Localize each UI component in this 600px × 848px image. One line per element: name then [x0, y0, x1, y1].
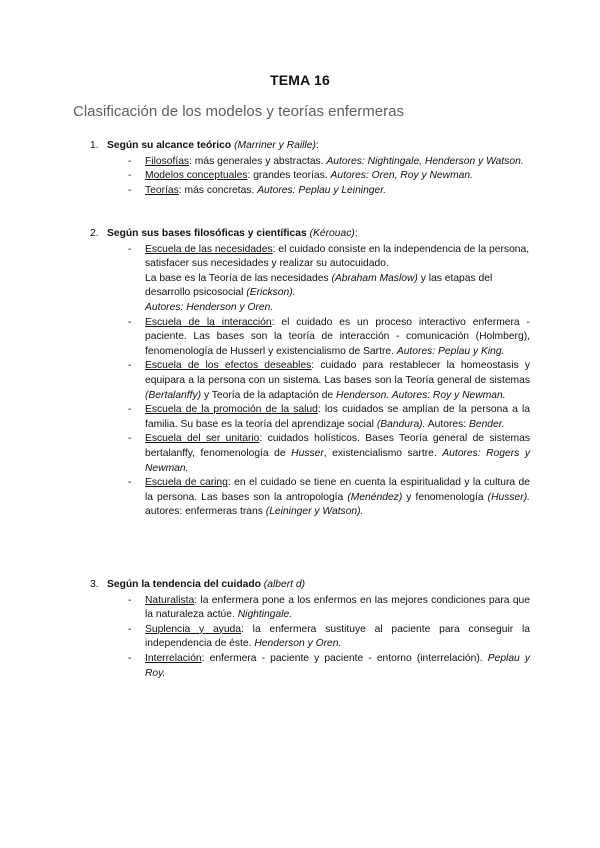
item-list — [90, 155, 530, 199]
item-term: Modelos conceptuales — [145, 170, 248, 182]
list-item: - Teorías: más concretas. Autores: Peplau y Leininger. — [128, 184, 387, 196]
item-term: Suplencia y ayuda — [145, 623, 242, 635]
item-term: Escuela de la interacción — [145, 316, 272, 328]
section-heading-text: Según la tendencia del cuidado — [107, 579, 261, 590]
page-subtitle: Clasificación de los modelos y teorías enfermeras — [73, 103, 404, 120]
section-citation: (Marriner y Raille) — [234, 140, 316, 151]
section-alcance-teorico — [90, 139, 530, 198]
list-item: - Escuela del ser unitario: cuidados holísticos. Bases Teoría general de sistemas bertalanffy, fenomenología de Husser, existencialismo sartre. Autores: Rogers y Newman. — [128, 433, 530, 474]
list-item: - Suplencia y ayuda: la enfermera sustituye al paciente para conseguir la independencia de éste. Henderson y Oren. — [128, 623, 530, 650]
item-term: Escuela de las necesidades — [145, 243, 273, 255]
item-term: Interrelación — [145, 652, 202, 664]
section-heading: 1. Según su alcance teórico (Marriner y Raille): — [90, 139, 530, 154]
section-bases-filosoficas — [90, 227, 530, 520]
page-title: TEMA 16 — [269, 72, 330, 88]
list-item: - Naturalista: la enfermera pone a los enfermos en las mejores condiciones para que la naturaleza actúe. Nightingale. — [128, 594, 530, 621]
section-heading — [90, 578, 530, 593]
section-heading: 2. Según sus bases filosóficas y científicas (Kérouac): — [90, 227, 530, 242]
item-term: Escuela del ser unitario — [145, 433, 260, 445]
section-heading-text: Según sus bases filosóficas y científicas — [107, 228, 307, 239]
item-term: Escuela de los efectos deseables — [145, 360, 312, 372]
section-citation: (Kérouac) — [309, 228, 355, 239]
section-number: 3. — [90, 579, 99, 590]
list-item: - Escuela de la promoción de la salud: los cuidados se amplían de la persona a la familia. Su base es la teoría del aprendizaje social (Bandura). Autores: Bender. — [128, 404, 530, 430]
item-term: Naturalista — [145, 594, 195, 606]
list-item: - Escuela de la interacción: el cuidado es un proceso interactivo enfermera - paciente. Las bases son la teoría de interacción - comunicación (Holmberg), fenomenología de Husserl y existencialismo de Sartre. Autores: Peplau y King. — [128, 316, 530, 357]
list-item: - Interrelación: enfermera - paciente y paciente - entorno (interrelación). Peplau y Roy. — [128, 652, 531, 679]
list-item: - Modelos conceptuales: grandes teorías. Autores: Oren, Roy y Newman. — [128, 170, 473, 182]
list-item: - Escuela de los efectos deseables: cuidado para restablecer la homeostasis y equipara a la persona con un sistema. Las bases son la Teoría general de sistemas (Bertalanffy) y Teoría de la adaptación de Henderson. Autores: Roy y Newman. — [128, 360, 531, 401]
list-item: - Escuela de caring: en el cuidado se tiene en cuenta la espiritualidad y la cultura de la persona. Las bases son la antropología (Menéndez) y fenomenología (Husser). autores: enfermeras trans (Leininger y Watson). — [128, 477, 531, 518]
item-term: Escuela de caring — [145, 477, 228, 489]
section-number: 1. — [90, 140, 99, 151]
item-term: Filosofías — [145, 155, 190, 167]
section-number: 2. — [90, 228, 99, 239]
item-list — [90, 243, 530, 520]
item-term: Escuela de la promoción de la salud — [145, 404, 318, 416]
item-list — [90, 594, 530, 682]
section-heading-text: Según su alcance teórico — [107, 140, 232, 151]
list-item: - Escuela de las necesidades: el cuidado consiste en la independencia de la persona, satisfacer sus necesidades y realizar su autocuidado. La base es la Teoría de las necesidades (Abraham Maslow) y las etapas del desarrollo psicosocial (Erickson). Autores: Henderson y Oren. — [128, 243, 530, 313]
list-item: - Filosofías: más generales y abstractas. Autores: Nightingale, Henderson y Watson. — [128, 155, 524, 167]
item-term: Teorías — [145, 184, 179, 196]
section-citation: (albert d) — [263, 579, 305, 590]
section-tendencia-cuidado — [90, 578, 530, 681]
